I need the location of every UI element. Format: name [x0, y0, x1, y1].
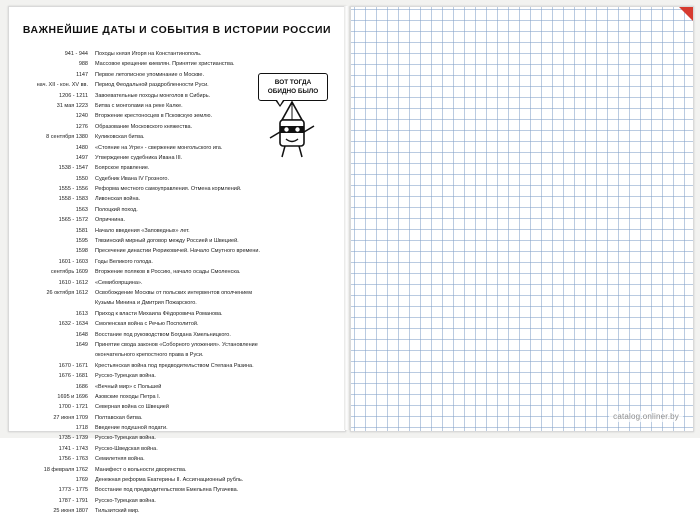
- history-entry-event: Манифест о вольности дворянства.: [95, 466, 187, 473]
- history-entry-row: [9, 423, 345, 433]
- history-entry-event: Северная война со Швецией: [95, 404, 169, 411]
- history-entry-date: 1787 - 1791: [58, 497, 88, 504]
- history-entry-date: 1741 - 1743: [58, 445, 88, 452]
- history-entry-date: 988: [78, 61, 88, 68]
- history-entry-event: Вторжение крестоносцев в Псковскую землю.: [95, 113, 213, 120]
- history-entry-event: Полтавская битва.: [95, 414, 143, 421]
- history-entry-event: Завоевательные походы монголов в Сибирь.: [95, 92, 211, 99]
- history-entry-date: 1700 - 1721: [58, 404, 88, 411]
- history-entry-date: 1601 - 1603: [58, 258, 88, 265]
- history-entry-date: 1735 - 1739: [58, 435, 88, 442]
- history-entry-row: [9, 485, 345, 495]
- history-entry-date: 1550: [75, 175, 88, 182]
- history-entry-date: 1480: [75, 144, 88, 151]
- history-entry-row: [9, 288, 345, 298]
- history-entry-event: Введение подушной подати.: [95, 425, 168, 432]
- history-entry-row: [9, 371, 345, 381]
- history-entry-event: «Стояние на Угре» - свержение монгольского ига.: [95, 144, 223, 151]
- history-entry-event: Вторжение поляков в Россию, начало осады Смоленска.: [95, 269, 241, 276]
- history-entry-date: 27 июня 1709: [53, 414, 88, 421]
- history-entry-date: 1240: [75, 113, 88, 120]
- history-entry-event: Смоленская война с Речью Посполитой.: [95, 321, 199, 328]
- history-entry-date: нач. XII - кон. XV вв.: [36, 82, 88, 89]
- history-entry-event: Принятие свода законов «Соборного уложения». Установление: [95, 341, 258, 348]
- history-entry-event: Походы князя Игоря на Константинополь.: [95, 51, 202, 57]
- history-entry-event: Боярское правление.: [95, 165, 150, 172]
- history-entry-row: [9, 49, 345, 59]
- mascot-sticker: [258, 73, 332, 159]
- history-entry-event: Ливонская война.: [95, 196, 141, 203]
- history-entry-event: Период Феодальной раздробленности Руси.: [95, 82, 209, 89]
- history-entry-row: [9, 278, 345, 288]
- history-entry-date: 1563: [75, 206, 88, 213]
- history-entry-date: 1598: [75, 248, 88, 255]
- corner-marker: [679, 7, 693, 21]
- history-entry-date: 1773 - 1775: [58, 487, 88, 494]
- history-entry-row: [9, 413, 345, 423]
- history-entry-event: Русско-Турецкая война.: [95, 435, 156, 442]
- history-entry-event: Начало введения «Заповедных» лет.: [95, 227, 190, 234]
- history-entry-date: 1538 - 1547: [58, 165, 88, 172]
- history-entry-row: [9, 309, 345, 319]
- speech-bubble: [258, 73, 328, 101]
- history-entry-date: 25 июня 1807: [53, 508, 88, 515]
- history-entry-event: Приход к власти Михаила Фёдоровича Романова.: [95, 310, 223, 317]
- history-entry-row: [9, 267, 345, 277]
- history-entry-date: 1769: [75, 477, 88, 484]
- history-entry-row: [9, 506, 345, 516]
- history-entry-date: 1581: [75, 227, 88, 234]
- history-entry-event: «Семибоярщина».: [95, 279, 143, 286]
- history-entry-date: 1610 - 1612: [58, 279, 88, 286]
- history-entry-row: [9, 194, 345, 204]
- history-entry-event: Судебник Ивана IV Грозного.: [95, 175, 169, 182]
- history-entry-event: Годы Великого голода.: [95, 258, 153, 265]
- history-entry-date: 1695 и 1696: [57, 393, 88, 400]
- history-entry-date: 941 - 944: [64, 51, 88, 57]
- history-entry-date: 1718: [75, 425, 88, 432]
- history-entry-event: Куликовская битва.: [95, 134, 145, 141]
- history-entry-date: 1147: [76, 71, 88, 78]
- history-entry-date: 31 мая 1223: [56, 102, 88, 109]
- history-entry-row: [9, 215, 345, 225]
- history-entry-event: Азовские походы Петра I.: [95, 393, 161, 400]
- history-entry-event: Восстание под руководством Богдана Хмельницкого.: [95, 331, 231, 338]
- history-entry-row: [9, 184, 345, 194]
- history-entry-row: [9, 433, 345, 443]
- left-page-content: [8, 6, 346, 515]
- history-entry-event: Освобождение Москвы от польских интервентов ополчением: [95, 289, 253, 296]
- history-entry-event: Массовое крещение киевлян. Принятие христианства.: [95, 61, 235, 68]
- history-entry-event: Русско-Шведская война.: [95, 445, 158, 452]
- history-entry-event: Русско-Турецкая война.: [95, 373, 156, 380]
- history-entry-event: Крестьянская война под предводительством Степана Разина.: [95, 362, 254, 369]
- history-entry-row: [9, 475, 345, 485]
- history-entry-event: Денежная реформа Екатерины II. Ассигнационный рубль.: [95, 477, 244, 484]
- history-entry-row: [9, 361, 345, 371]
- history-entry-date: 1565 - 1572: [58, 217, 88, 224]
- history-entry-event: Опричнина.: [95, 217, 125, 224]
- speech-bubble-line-2: ОБИДНО БЫЛО: [267, 88, 319, 95]
- history-entry-row: [9, 257, 345, 267]
- history-entry-row: [9, 246, 345, 256]
- history-entry-row: [9, 205, 345, 215]
- history-entry-row: [9, 340, 345, 350]
- history-entry-row: [9, 392, 345, 402]
- history-entry-event: Образование Московского княжества.: [95, 123, 193, 130]
- history-entry-event: Кузьмы Минина и Дмитрия Пожарского.: [95, 300, 197, 307]
- history-entry-row: [9, 236, 345, 246]
- page-title: ВАЖНЕЙШИЕ ДАТЫ И СОБЫТИЯ В ИСТОРИИ РОССИИ: [22, 25, 332, 36]
- history-entry-event: Первое летописное упоминание о Москве.: [95, 71, 204, 78]
- watermark-label: catalog.onliner.by: [609, 411, 683, 422]
- history-entry-date: 18 февраля 1762: [43, 466, 88, 473]
- history-entry-row: [9, 298, 345, 308]
- history-entry-date: 1632 - 1634: [58, 321, 88, 328]
- history-entry-row: [9, 465, 345, 475]
- history-entry-date: 26 октября 1612: [46, 289, 88, 296]
- history-entry-event: Полоцкий поход.: [95, 206, 138, 213]
- history-entry-event: Реформа местного самоуправления. Отмена кормлений.: [95, 186, 242, 193]
- history-entry-date: 1686: [75, 383, 88, 390]
- history-entry-row: [9, 59, 345, 69]
- history-entry-date: 1648: [75, 331, 88, 338]
- history-entry-date: 1613: [75, 310, 88, 317]
- history-entry-date: 1276: [75, 123, 88, 130]
- history-entry-date: 1670 - 1671: [58, 362, 88, 369]
- history-entry-row: [9, 330, 345, 340]
- history-entry-event: Пресечение династии Рюриковичей. Начало Смутного времени.: [95, 248, 260, 255]
- history-entry-date: 1756 - 1763: [58, 456, 88, 463]
- history-entry-date: 1595: [75, 238, 88, 245]
- history-entry-event: Битва с монголами на реке Калке.: [95, 102, 183, 109]
- history-entry-event: Русско-Турецкая война.: [95, 497, 156, 504]
- history-entry-row: [9, 444, 345, 454]
- history-entry-event: «Вечный мир» с Польшей: [95, 383, 162, 390]
- history-entry-row: [9, 496, 345, 506]
- history-entry-date: 1649: [75, 341, 88, 348]
- history-entry-row: [9, 163, 345, 173]
- history-entry-event: Тявзинский мирный договор между Россией и Швецией.: [95, 238, 239, 245]
- history-entry-date: сентябрь 1609: [50, 269, 88, 276]
- history-entry-date: 1555 - 1556: [58, 186, 88, 193]
- history-entry-event: Тильзитский мир.: [95, 508, 140, 515]
- history-entry-event: Утверждение судебника Ивана III.: [95, 154, 183, 161]
- history-entry-date: 1497: [75, 154, 88, 161]
- right-page-grid: [350, 6, 694, 432]
- speech-bubble-line-1: ВОТ ТОГДА: [274, 79, 312, 86]
- history-entry-event: Семилетняя война.: [95, 456, 145, 463]
- history-entry-row: [9, 174, 345, 184]
- history-entry-row: [9, 350, 345, 360]
- history-entry-event: окончательного крепостного права в Руси.: [95, 352, 204, 359]
- history-entry-date: 8 сентября 1380: [46, 134, 88, 141]
- history-entry-row: [9, 454, 345, 464]
- history-entry-row: [9, 382, 345, 392]
- history-entry-row: [9, 402, 345, 412]
- history-entry-row: [9, 226, 345, 236]
- history-entry-row: [9, 319, 345, 329]
- history-entry-date: 1206 - 1211: [59, 92, 88, 99]
- history-entry-date: 1676 - 1681: [58, 373, 88, 380]
- pencil-mascot-icon: [262, 100, 322, 158]
- history-entry-date: 1558 - 1583: [58, 196, 88, 203]
- history-entry-event: Восстание под предводительством Емельяна Пугачева.: [95, 487, 239, 494]
